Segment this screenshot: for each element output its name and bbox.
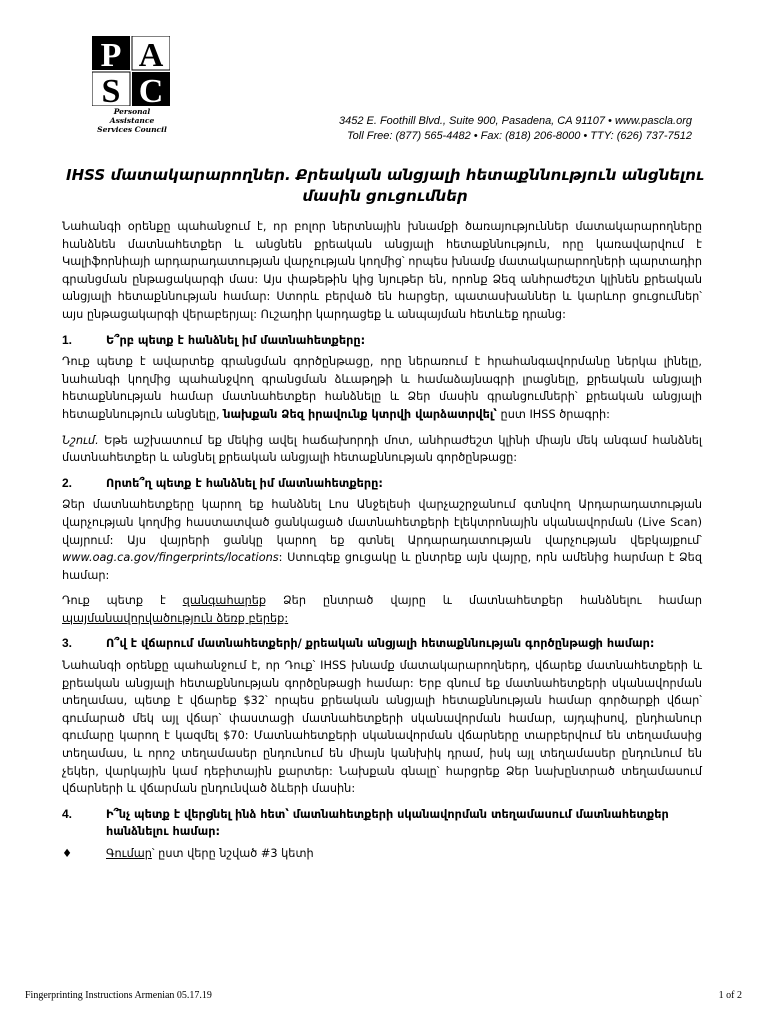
section-4-heading [62, 806, 702, 841]
section-1-paragraph [62, 353, 702, 423]
section-2-heading [62, 475, 702, 493]
address-line: 3452 E. Foothill Blvd., Suite 900, Pasadena, CA 91107 • www.pascla.org [338, 115, 692, 127]
paragraph-text: Դուք պետք է [62, 594, 183, 608]
underlined-text: զանգահարեք [182, 594, 267, 608]
section-heading-text: Որտե՞ղ պետք է հանձնել իմ մատնահետքերը: [106, 476, 383, 490]
section-heading-text: Ե՞րբ պետք է հանձնել իմ մատնահետքերը: [106, 333, 366, 347]
underlined-text: Գումար [106, 847, 152, 860]
paragraph-text: ՝ ըստ վերը նշված #3 կետի [151, 847, 314, 860]
logo-tagline: Personal Assistance Services Council [97, 107, 167, 134]
svg-text:C: C [138, 73, 164, 106]
paragraph-text: Ձեր ընտրած վայրը և մատնահետքեր հանձնելու համար [266, 594, 702, 608]
page-title: IHSS մատակարարողներ. Քրեական անցյալի հետաքննություն անցնելու մասին ցուցումներ [66, 166, 704, 205]
bullet-text [106, 845, 314, 863]
paragraph-text: Դուք պետք է ավարտեք գրանցման գործընթացը, որը ներառում է հրահանգավորմանը ներկա լինելը, նահանգի կողմից պահանջվող գրանցման ձևաթղթի և համաձայնագրի լրացնելը, քրեական անցյալի հետաքննության համար մատնահետքեր հանձնելը և Ձեր մասին գրանցումների՝ քրեական անցյալի հետաքննություն անցնելը, [62, 355, 702, 421]
svg-text:P: P [100, 37, 122, 74]
paragraph-text: : Ստուգեք ցուցակը և ընտրեք այն վայրը, որն ամենից հարմար է Ձեզ համար: [62, 551, 702, 582]
diamond-bullet-icon: ♦ [62, 847, 73, 860]
section-1-heading [62, 332, 702, 350]
note-text: Եթե աշխատում եք մեկից ավել հաճախորդի մոտ, անհրաժեշտ կլինի միայն մեկ անգամ հանձնել մատնահետքեր և անցնել քրեական անցյալի հետաքննության գործընթացը: [62, 433, 702, 465]
section-heading-text: Ի՞նչ պետք է վերցնել ինձ հետ՝ մատնահետքերի սկանավորման տեղամասում մատնահետքեր հանձնելու համար: [106, 807, 669, 839]
section-3-heading [62, 635, 702, 653]
section-number: 2. [62, 475, 73, 490]
note-label: Նշում. [62, 433, 99, 447]
section-3-paragraph: Նահանգի օրենքը պահանջում է, որ Դուք՝ IHSS խնամք մատակարարողներդ, վճարեք մատնահետքերի և քրեական անցյալի հետաքննության գործընթացի համար: Երբ գնում եք մատնահետքերի սկանավորման տեղամաս, պետք է վճարեք $32՝ որպես քրեական անցյալի հետաքննության համար գործարքի վճար՝ գումարած մեկ այլ վճար՝ փաստացի մատնահետքերի սկանավորման համար, այդպիսով, ընդհանուր գումարը կարող է կազմել $70: Մատնահետքերի սկանավորման վճարները տարբերվում են տեղամասից տեղամաս, և որոշ տեղամասեր ընդունում են միայն կանխիկ դրամ, իսկ այլ տեղամասեր ընդունում են չեկեր, վարկային կամ դեբիտային քարտեր: Նախքան գնալը՝ հարցրեք Ձեր նախընտրած տեղամասում վճարների և վճարման ընդունված ձևերի մասին: [62, 659, 702, 796]
section-1-note [62, 432, 702, 467]
paragraph-text: Ձեր մատնահետքերը կարող եք հանձնել Լոս Անջելեսի վարչաշրջանում գտնվող Արդարադատության վարչության կողմից հաստատված ցանկացած մատնահետքերի էլեկտրոնային սկանավորման (Live Scan) վայրում: Այս վայրերի ցանկը կարող եք գտնել Արդարադատության վարչության վեբկայքում՝ [62, 498, 702, 547]
pasc-logo-mark [92, 36, 170, 106]
list-item [62, 845, 702, 863]
footer-document-id: Fingerprinting Instructions Armenian 05.17.19 [25, 990, 212, 1001]
section-heading-text: Ո՞վ է վճարում մատնահետքերի/ քրեական անցյալի հետաքննության գործընթացի համար: [106, 637, 655, 651]
svg-text:S: S [101, 73, 121, 106]
paragraph-text: ըստ IHSS ծրագրի: [496, 407, 610, 421]
section-2-paragraph-2 [62, 592, 702, 627]
section-number: 4. [62, 806, 73, 821]
phone-line: Toll Free: (877) 565-4482 • Fax: (818) 206-8000 • TTY: (626) 737-7512 [346, 130, 692, 142]
document-body [62, 218, 702, 863]
section-number: 3. [62, 636, 73, 651]
svg-text:A: A [138, 37, 164, 74]
contact-block [260, 114, 692, 144]
underlined-text: պայմանավորվածություն ձեռք բերեք: [62, 611, 289, 625]
intro-paragraph: Նահանգի օրենքը պահանջում է, որ բոլոր ներտնային խնամքի ծառայություններ մատակարարողները հանձնեն մատնահետքեր և անցնեն քրեական անցյալի հետաքննություն, որը կառավարվում է Կալիֆորնիայի արդարադատության վարչության կողմից՝ որպես խնամք մատակարարողների պարտադիր գրանցման ընթացակարգի մաս: Այս փաթեթին կից նյութեր են, որոնք Ձեզ անհրաժեշտ կլինեն քրեական անցյալի հետաքննության համար: Ստորև բերված են հարցեր, պատասխաններ և կարևոր ցուցումներ՝ այս ընթացակարգի վերաբերյալ: Ուշադիր կարդացեք և անպայման հետևեք դրանց: [62, 220, 702, 321]
bold-text: նախքան Ձեզ իրավունք կտրվի վարձատրվել՝ [223, 407, 497, 421]
section-number: 1. [62, 332, 73, 347]
footer-page-number: 1 of 2 [718, 990, 742, 1001]
section-2-paragraph [62, 496, 702, 584]
locations-link[interactable]: www.oag.ca.gov/fingerprints/locations [62, 551, 279, 565]
